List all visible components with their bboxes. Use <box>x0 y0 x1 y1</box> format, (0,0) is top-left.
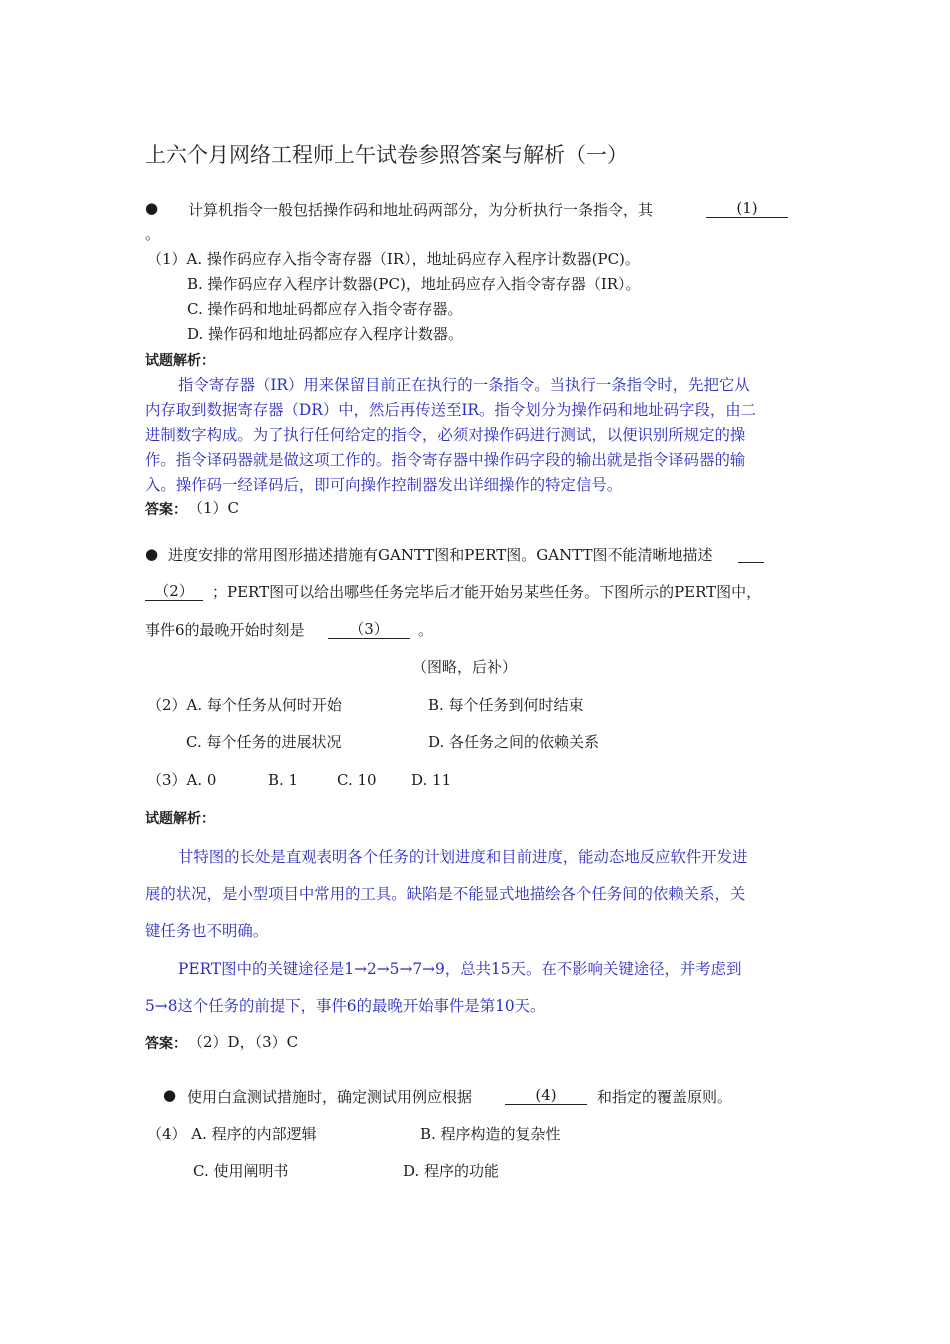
q4-blank: (4) <box>505 1087 587 1105</box>
q4-bullet: ● <box>163 1086 177 1104</box>
q2-analysis-line: 展的状况，是小型项目中常用的工具。缺陷是不能显式地描绘各个任务间的依赖关系，关 <box>145 885 746 903</box>
q4-option-b: B. 程序构造的复杂性 <box>420 1125 561 1143</box>
q1-stem-end: 。 <box>145 225 161 243</box>
q1-bullet: ● <box>145 199 159 217</box>
q2-option-a: （2）A. 每个任务从何时开始 <box>147 696 342 714</box>
q1-analysis-label: 试题解析： <box>145 353 215 369</box>
q2-analysis-line: 5→8这个任务的前提下，事件6的最晚开始事件是第10天。 <box>145 997 546 1015</box>
q3-option-a: （3）A. 0 <box>147 771 217 789</box>
q3-option-d: D. 11 <box>411 771 452 789</box>
q1-analysis-line: 入。操作码一经译码后，即可向操作控制器发出详细操作的特定信号。 <box>145 476 623 494</box>
q2-analysis-label: 试题解析： <box>145 811 215 827</box>
q2-answer-label: 答案： <box>145 1036 187 1052</box>
q2-blank-2: （2） <box>145 582 203 601</box>
q1-option-a: （1）A. 操作码应存入指令寄存器（IR），地址码应存入程序计数器(PC)。 <box>147 250 640 268</box>
q2-stem-line3: 事件6的最晚开始时刻是 <box>145 621 305 639</box>
q2-answer: （2）D，（3）C <box>188 1033 299 1051</box>
figure-placeholder-note: （图略，后补） <box>412 658 518 676</box>
q1-answer: （1）C <box>188 499 240 517</box>
q2-option-b: B. 每个任务到何时结束 <box>428 696 584 714</box>
q1-analysis-line: 指令寄存器（IR）用来保留目前正在执行的一条指令。当执行一条指令时，先把它从 <box>178 376 750 394</box>
q2-blank-3: （3） <box>328 620 410 639</box>
q2-blank-underline <box>738 562 764 563</box>
q2-option-d: D. 各任务之间的依赖关系 <box>428 733 600 751</box>
q1-option-b: B. 操作码应存入程序计数器(PC)，地址码应存入指令寄存器（IR）。 <box>187 275 641 293</box>
q1-answer-label: 答案： <box>145 502 187 518</box>
q4-option-a: （4） A. 程序的内部逻辑 <box>147 1125 317 1143</box>
q1-analysis-line: 内存取到数据寄存器（DR）中，然后再传送至IR。指令划分为操作码和地址码字段，由二 <box>145 401 757 419</box>
q2-analysis-line: 甘特图的长处是直观表明各个任务的计划进度和目前进度，能动态地反应软件开发进 <box>178 848 748 866</box>
q4-stem-end: 和指定的覆盖原则。 <box>597 1088 733 1106</box>
q1-analysis-line: 作。指令译码器就是做这项工作的。指令寄存器中操作码字段的输出就是指令译码器的输 <box>145 451 746 469</box>
q4-stem: 使用白盒测试措施时，确定测试用例应根据 <box>187 1088 473 1106</box>
q3-option-b: B. 1 <box>268 771 299 789</box>
q3-option-c: C. 10 <box>337 771 377 789</box>
q2-bullet: ● <box>145 545 159 563</box>
q4-option-d: D. 程序的功能 <box>403 1162 500 1180</box>
q1-stem: 计算机指令一般包括操作码和地址码两部分，为分析执行一条指令，其 <box>188 201 654 219</box>
q2-option-c: C. 每个任务的进展状况 <box>186 733 342 751</box>
page-title: 上六个月网络工程师上午试卷参照答案与解析（一） <box>145 143 628 167</box>
q2-analysis-line: PERT图中的关键途径是1→2→5→7→9，总共15天。在不影响关键途径，并考虑到 <box>178 960 742 978</box>
q2-stem-end: 。 <box>418 621 434 639</box>
q1-blank: (1) <box>706 200 788 218</box>
q1-option-c: C. 操作码和地址码都应存入指令寄存器。 <box>187 300 463 318</box>
q2-stem-line2: ；PERT图可以给出哪些任务完毕后才能开始另某些任务。下图所示的PERT图中， <box>212 583 762 601</box>
q1-analysis-line: 进制数字构成。为了执行任何给定的指令，必须对操作码进行测试，以便识别所规定的操 <box>145 426 746 444</box>
q4-option-c: C. 使用阐明书 <box>193 1162 289 1180</box>
q2-stem-line1: 进度安排的常用图形描述措施有GANTT图和PERT图。GANTT图不能清晰地描述 <box>168 546 713 564</box>
q1-option-d: D. 操作码和地址码都应存入程序计数器。 <box>187 325 464 343</box>
q2-analysis-line: 键任务也不明确。 <box>145 922 269 940</box>
